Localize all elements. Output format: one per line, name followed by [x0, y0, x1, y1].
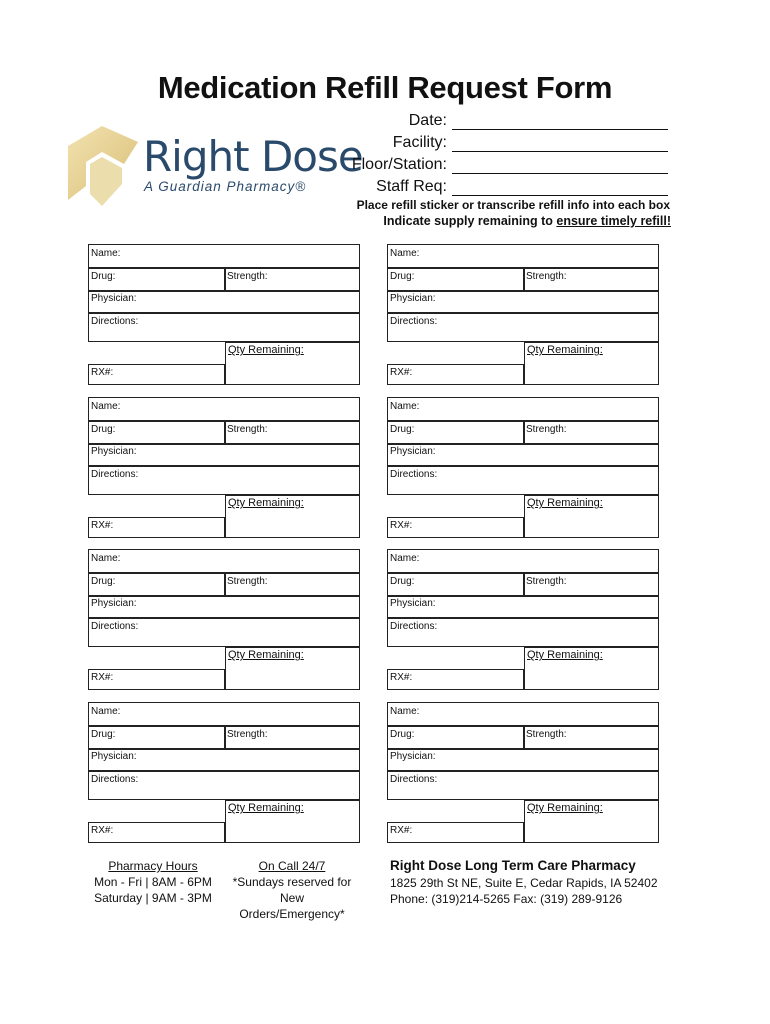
facility-field[interactable]	[393, 132, 668, 152]
on-call-info	[226, 858, 358, 922]
facility-blank[interactable]	[452, 138, 668, 152]
name-box[interactable]	[387, 397, 659, 421]
directions-label: Directions:	[91, 316, 139, 327]
rx-label: RX#:	[390, 367, 413, 378]
staff-req-blank[interactable]	[452, 182, 668, 196]
name-box[interactable]	[387, 702, 659, 726]
rx-label: RX#:	[91, 825, 114, 836]
floor-station-field[interactable]	[352, 154, 668, 174]
directions-label: Directions:	[390, 316, 438, 327]
strength-label: Strength:	[526, 576, 567, 587]
strength-label: Strength:	[227, 424, 268, 435]
directions-label: Directions:	[390, 774, 438, 785]
name-label: Name:	[390, 706, 420, 717]
qty-remaining-label: Qty Remaining:	[228, 649, 304, 661]
qty-remaining-label: Qty Remaining:	[527, 649, 603, 661]
name-box[interactable]	[88, 397, 360, 421]
oncall-line-2: New	[279, 891, 304, 905]
logo-name: Right Dose	[143, 132, 363, 181]
qty-remaining-label: Qty Remaining:	[527, 344, 603, 356]
refill-card-2	[387, 244, 659, 387]
name-label: Name:	[91, 706, 121, 717]
physician-label: Physician:	[91, 293, 137, 304]
directions-label: Directions:	[91, 469, 139, 480]
oncall-title: On Call 24/7	[258, 859, 326, 873]
rx-label: RX#:	[91, 520, 114, 531]
name-label: Name:	[91, 401, 121, 412]
rx-label: RX#:	[390, 520, 413, 531]
instruction-line-1: Place refill sticker or transcribe refill info into each box	[356, 198, 670, 212]
physician-label: Physician:	[390, 293, 436, 304]
hours-title: Pharmacy Hours	[108, 859, 198, 873]
oncall-line-1: *Sundays reserved for	[232, 875, 352, 889]
name-label: Name:	[91, 553, 121, 564]
physician-label: Physician:	[91, 598, 137, 609]
drug-label: Drug:	[91, 729, 116, 740]
pharmacy-contact	[390, 857, 690, 907]
staff-req-field[interactable]	[376, 176, 668, 196]
physician-label: Physician:	[91, 446, 137, 457]
drug-label: Drug:	[390, 576, 415, 587]
strength-label: Strength:	[526, 729, 567, 740]
logo-tagline: A Guardian Pharmacy®	[144, 179, 307, 194]
date-blank[interactable]	[452, 116, 668, 130]
floor-station-label: Floor/Station:	[351, 156, 447, 173]
refill-card-4	[387, 397, 659, 540]
rx-label: RX#:	[390, 825, 413, 836]
name-label: Name:	[390, 248, 420, 259]
directions-label: Directions:	[390, 621, 438, 632]
hours-saturday: Saturday | 9AM - 3PM	[94, 891, 212, 905]
name-label: Name:	[91, 248, 121, 259]
facility-label: Facility:	[392, 134, 447, 151]
shield-logo-icon	[64, 124, 144, 208]
refill-card-1	[88, 244, 360, 387]
floor-station-blank[interactable]	[452, 160, 668, 174]
instruction-emphasis: ensure timely refill!	[556, 214, 671, 228]
drug-label: Drug:	[91, 576, 116, 587]
date-label: Date:	[408, 112, 447, 129]
strength-label: Strength:	[227, 576, 268, 587]
name-box[interactable]	[88, 702, 360, 726]
hours-weekday: Mon - Fri | 8AM - 6PM	[94, 875, 212, 889]
name-label: Name:	[390, 401, 420, 412]
strength-label: Strength:	[526, 424, 567, 435]
qty-remaining-label: Qty Remaining:	[527, 802, 603, 814]
directions-label: Directions:	[91, 621, 139, 632]
pharmacy-name: Right Dose Long Term Care Pharmacy	[390, 858, 636, 873]
drug-label: Drug:	[390, 424, 415, 435]
qty-remaining-label: Qty Remaining:	[527, 497, 603, 509]
name-box[interactable]	[88, 244, 360, 268]
name-box[interactable]	[88, 549, 360, 573]
drug-label: Drug:	[91, 424, 116, 435]
instruction-line-2-prefix: Indicate supply remaining to	[383, 214, 557, 228]
name-label: Name:	[390, 553, 420, 564]
pharmacy-hours	[90, 858, 216, 906]
oncall-line-3: Orders/Emergency*	[239, 907, 345, 921]
physician-label: Physician:	[91, 751, 137, 762]
drug-label: Drug:	[91, 271, 116, 282]
qty-remaining-label: Qty Remaining:	[228, 344, 304, 356]
directions-label: Directions:	[91, 774, 139, 785]
strength-label: Strength:	[526, 271, 567, 282]
drug-label: Drug:	[390, 729, 415, 740]
strength-label: Strength:	[227, 271, 268, 282]
directions-label: Directions:	[390, 469, 438, 480]
refill-card-3	[88, 397, 360, 540]
physician-label: Physician:	[390, 446, 436, 457]
name-box[interactable]	[387, 244, 659, 268]
pharmacy-phone-fax: Phone: (319)214-5265 Fax: (319) 289-9126	[390, 892, 623, 906]
physician-label: Physician:	[390, 751, 436, 762]
instruction-line-2	[383, 214, 671, 228]
physician-label: Physician:	[390, 598, 436, 609]
staff-req-label: Staff Req:	[376, 178, 447, 195]
name-box[interactable]	[387, 549, 659, 573]
strength-label: Strength:	[227, 729, 268, 740]
rx-label: RX#:	[390, 672, 413, 683]
refill-card-6	[387, 549, 659, 692]
date-field[interactable]	[409, 110, 668, 130]
rx-label: RX#:	[91, 367, 114, 378]
qty-remaining-label: Qty Remaining:	[228, 802, 304, 814]
rx-label: RX#:	[91, 672, 114, 683]
drug-label: Drug:	[390, 271, 415, 282]
right-dose-logo	[64, 124, 364, 210]
refill-card-7	[88, 702, 360, 845]
refill-card-8	[387, 702, 659, 845]
pharmacy-address: 1825 29th St NE, Suite E, Cedar Rapids, IA 52402	[390, 876, 658, 890]
refill-card-5	[88, 549, 360, 692]
page-title: Medication Refill Request Form	[157, 70, 613, 105]
qty-remaining-label: Qty Remaining:	[228, 497, 304, 509]
